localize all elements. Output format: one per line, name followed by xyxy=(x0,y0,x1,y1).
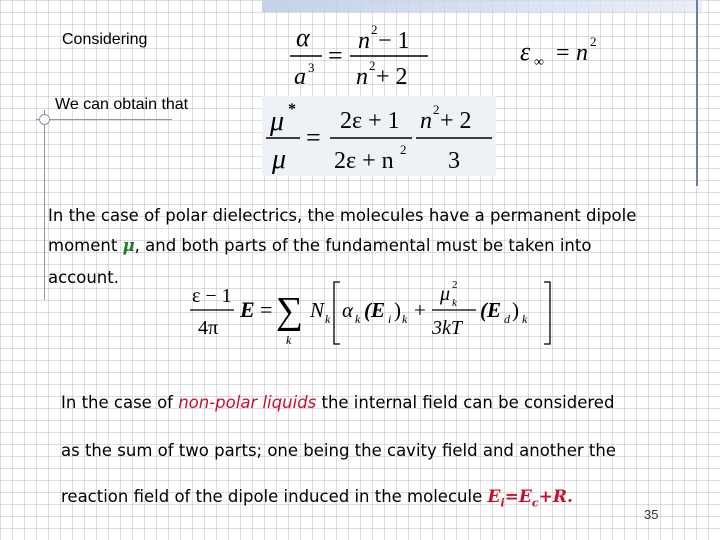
svg-text:k: k xyxy=(355,312,361,326)
svg-text:n: n xyxy=(358,28,370,54)
paragraph-nonpolar-line1: In the case of non-polar liquids the internal field can be considered xyxy=(61,393,615,412)
svg-text:2: 2 xyxy=(371,22,378,37)
svg-text:2ε + n: 2ε + n xyxy=(334,148,394,174)
svg-text:α: α xyxy=(342,298,354,322)
formula-local-field xyxy=(188,276,560,350)
formula-dipole-ratio xyxy=(262,96,496,176)
bullet-circle-icon xyxy=(39,114,50,125)
svg-text:): ) xyxy=(512,298,519,322)
alpha-symbol: α xyxy=(296,23,310,52)
paragraph-polar-line2: moment μ, and both parts of the fundamental must be taken into xyxy=(48,236,592,255)
right-divider xyxy=(696,0,698,186)
svg-text:+: + xyxy=(414,298,426,322)
svg-text:ε − 1: ε − 1 xyxy=(192,285,232,307)
svg-text:∑: ∑ xyxy=(276,290,304,332)
left-vertical-rule xyxy=(44,110,45,300)
svg-text:4π: 4π xyxy=(198,317,219,339)
svg-text:=: = xyxy=(556,40,570,66)
svg-text:3: 3 xyxy=(448,148,460,174)
svg-text:∞: ∞ xyxy=(534,55,544,70)
svg-text:a: a xyxy=(294,64,306,90)
svg-text:μ: μ xyxy=(272,144,287,175)
mu-symbol: μ xyxy=(122,236,135,255)
svg-text:2: 2 xyxy=(433,102,440,117)
paragraph-polar-line1: In the case of polar dielectrics, the molecules have a permanent dipole xyxy=(48,206,637,225)
svg-text:E: E xyxy=(240,297,255,322)
svg-text:*: * xyxy=(288,101,296,118)
svg-text:2: 2 xyxy=(400,142,407,157)
svg-text:k: k xyxy=(522,312,528,326)
label-considering: Considering xyxy=(62,31,148,48)
svg-text:μ: μ xyxy=(440,283,451,305)
svg-text:2: 2 xyxy=(452,279,458,291)
paragraph-nonpolar-line3: reaction field of the dipole induced in the molecule $E_i=E_c+R$. xyxy=(61,487,573,510)
page-number: 35 xyxy=(644,507,659,522)
svg-text:d: d xyxy=(504,312,510,326)
svg-text:=: = xyxy=(328,41,343,70)
nonpolar-liquids-highlight: non-polar liquids xyxy=(178,393,317,412)
svg-text:+ 2: + 2 xyxy=(376,64,408,90)
svg-text:k: k xyxy=(402,312,408,326)
left-horizontal-rule xyxy=(36,119,172,120)
formula-eps-infinity xyxy=(518,32,614,76)
paragraph-nonpolar-line2: as the sum of two parts; one being the cavity field and another the xyxy=(61,441,616,460)
svg-text:(E: (E xyxy=(364,298,385,322)
svg-text:(E: (E xyxy=(480,298,501,322)
svg-text:k: k xyxy=(452,297,457,309)
svg-text:n: n xyxy=(356,64,368,90)
svg-text:N: N xyxy=(310,298,325,322)
svg-text:2ε + 1: 2ε + 1 xyxy=(340,108,400,134)
label-obtain: We can obtain that xyxy=(55,96,189,113)
svg-text:=: = xyxy=(306,123,321,152)
svg-text:k: k xyxy=(325,312,331,326)
svg-text:n: n xyxy=(420,108,432,134)
svg-text:k: k xyxy=(286,333,292,347)
paragraph-polar-line3: account. xyxy=(48,268,119,287)
svg-text:+ 2: + 2 xyxy=(440,108,472,134)
formula-polarizability xyxy=(288,16,438,92)
svg-text:): ) xyxy=(394,298,401,322)
header-band xyxy=(262,0,702,12)
svg-text:n: n xyxy=(576,40,588,66)
inline-field-equation: $E_i=E_c+R$. xyxy=(487,487,573,510)
svg-text:− 1: − 1 xyxy=(378,28,410,54)
svg-text:ε: ε xyxy=(520,37,531,66)
svg-text:3kT: 3kT xyxy=(432,317,462,339)
svg-text:3: 3 xyxy=(308,60,315,75)
svg-text:μ: μ xyxy=(270,106,285,137)
svg-text:2: 2 xyxy=(590,34,597,49)
svg-text:i: i xyxy=(388,312,392,326)
svg-text:2: 2 xyxy=(369,58,376,73)
svg-text:=: = xyxy=(260,297,273,322)
